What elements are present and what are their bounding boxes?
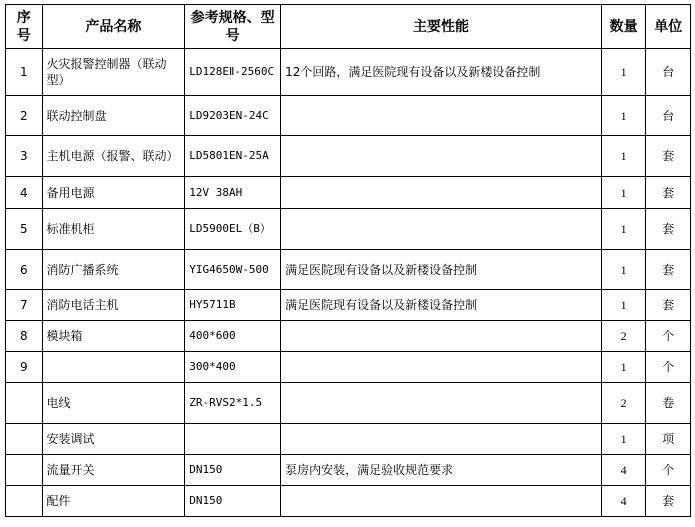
- header-model: 参考规格、型号: [185, 5, 281, 49]
- cell-seq: [6, 486, 43, 517]
- table-row: [6, 250, 691, 290]
- cell-name: 消防电话主机: [42, 290, 185, 321]
- cell-seq: 8: [6, 321, 43, 352]
- cell-qty: 1: [601, 49, 646, 96]
- table-row: [6, 209, 691, 250]
- cell-perf: [281, 177, 602, 209]
- cell-qty: 2: [601, 383, 646, 424]
- cell-qty: 4: [601, 455, 646, 486]
- cell-seq: [6, 424, 43, 455]
- header-seq: 序号: [6, 5, 43, 49]
- cell-model: LD5900EL（B）: [185, 209, 281, 250]
- equipment-spec-table: [5, 4, 691, 517]
- cell-qty: 2: [601, 321, 646, 352]
- cell-seq: 7: [6, 290, 43, 321]
- cell-unit: 个: [646, 455, 691, 486]
- cell-name: 配件: [42, 486, 185, 517]
- cell-name: 主机电源（报警、联动）: [42, 136, 185, 177]
- table-row: [6, 321, 691, 352]
- header-perf: 主要性能: [281, 5, 602, 49]
- cell-model: ZR-RVS2*1.5: [185, 383, 281, 424]
- cell-unit: 台: [646, 49, 691, 96]
- cell-qty: 1: [601, 424, 646, 455]
- cell-perf: 12个回路，满足医院现有设备以及新楼设备控制: [281, 49, 602, 96]
- cell-qty: 1: [601, 250, 646, 290]
- cell-name: 标准机柜: [42, 209, 185, 250]
- cell-model: LD5801EN-25A: [185, 136, 281, 177]
- cell-unit: 套: [646, 250, 691, 290]
- header-qty: 数量: [601, 5, 646, 49]
- table-row: [6, 177, 691, 209]
- cell-seq: 1: [6, 49, 43, 96]
- cell-seq: 4: [6, 177, 43, 209]
- cell-unit: 卷: [646, 383, 691, 424]
- cell-name: 联动控制盘: [42, 96, 185, 136]
- cell-perf: 满足医院现有设备以及新楼设备控制: [281, 250, 602, 290]
- cell-perf: [281, 136, 602, 177]
- table-row: [6, 290, 691, 321]
- cell-qty: 1: [601, 352, 646, 383]
- cell-model: HY5711B: [185, 290, 281, 321]
- cell-perf: [281, 209, 602, 250]
- cell-qty: 1: [601, 290, 646, 321]
- cell-model: 300*400: [185, 352, 281, 383]
- table-row: [6, 486, 691, 517]
- cell-seq: [6, 455, 43, 486]
- cell-unit: 个: [646, 321, 691, 352]
- table-row: [6, 352, 691, 383]
- cell-model: LD9203EN-24C: [185, 96, 281, 136]
- cell-unit: 套: [646, 177, 691, 209]
- cell-perf: 满足医院现有设备以及新楼设备控制: [281, 290, 602, 321]
- cell-seq: 9: [6, 352, 43, 383]
- cell-name: 流量开关: [42, 455, 185, 486]
- cell-perf: 泵房内安装，满足验收规范要求: [281, 455, 602, 486]
- cell-qty: 4: [601, 486, 646, 517]
- cell-name: 电线: [42, 383, 185, 424]
- cell-seq: 6: [6, 250, 43, 290]
- cell-seq: 2: [6, 96, 43, 136]
- cell-unit: 个: [646, 352, 691, 383]
- cell-qty: 1: [601, 209, 646, 250]
- cell-model: 12V 38AH: [185, 177, 281, 209]
- cell-perf: [281, 96, 602, 136]
- cell-seq: 5: [6, 209, 43, 250]
- table-row: [6, 136, 691, 177]
- header-name: 产品名称: [42, 5, 185, 49]
- cell-unit: 台: [646, 96, 691, 136]
- cell-model: 400*600: [185, 321, 281, 352]
- table-row: [6, 383, 691, 424]
- cell-perf: [281, 321, 602, 352]
- cell-qty: 1: [601, 177, 646, 209]
- cell-qty: 1: [601, 96, 646, 136]
- cell-perf: [281, 424, 602, 455]
- table-row: [6, 96, 691, 136]
- cell-name: 模块箱: [42, 321, 185, 352]
- cell-name: 备用电源: [42, 177, 185, 209]
- cell-unit: 套: [646, 209, 691, 250]
- cell-qty: 1: [601, 136, 646, 177]
- header-unit: 单位: [646, 5, 691, 49]
- cell-seq: 3: [6, 136, 43, 177]
- table-row: [6, 455, 691, 486]
- cell-name: 安装调试: [42, 424, 185, 455]
- cell-name: 消防广播系统: [42, 250, 185, 290]
- cell-perf: [281, 486, 602, 517]
- cell-unit: 套: [646, 136, 691, 177]
- cell-unit: 项: [646, 424, 691, 455]
- table-row: [6, 49, 691, 96]
- cell-unit: 套: [646, 486, 691, 517]
- cell-model: [185, 424, 281, 455]
- table-row: [6, 424, 691, 455]
- cell-model: DN150: [185, 486, 281, 517]
- cell-unit: 套: [646, 290, 691, 321]
- cell-name: [42, 352, 185, 383]
- cell-model: YIG4650W-500: [185, 250, 281, 290]
- header-row: [6, 5, 691, 49]
- cell-model: DN150: [185, 455, 281, 486]
- cell-perf: [281, 383, 602, 424]
- cell-name: 火灾报警控制器（联动型）: [42, 49, 185, 96]
- cell-perf: [281, 352, 602, 383]
- cell-seq: [6, 383, 43, 424]
- cell-model: LD128EⅡ-2560C: [185, 49, 281, 96]
